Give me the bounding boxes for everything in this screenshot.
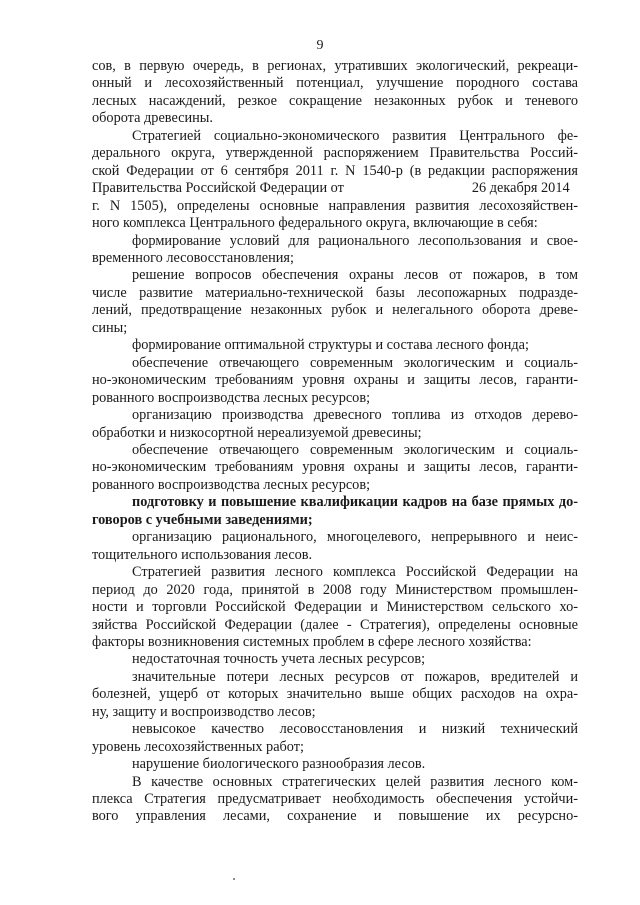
text-line: болезней, ущерб от которых значительно выше общих расходов на охра-: [92, 686, 578, 703]
page-number: 9: [316, 38, 324, 53]
text-line: значительные потери лесных ресурсов от пожаров, вредителей и: [132, 668, 578, 685]
text-line: В качестве основных стратегических целей развития лесного ком-: [132, 773, 578, 790]
text-line: зяйства Российской Федерации (далее - Стратегия), определены основные: [92, 616, 578, 633]
text-line: нарушение биологического разнообразия лесов.: [132, 756, 426, 773]
text-line: уровень лесохозяйственных работ;: [92, 738, 304, 755]
text-line: лений, предотвращение незаконных рубок и нелегального оборота древе-: [92, 302, 578, 319]
text-line: недостаточная точность учета лесных ресурсов;: [132, 651, 426, 668]
text-line: сины;: [92, 319, 128, 336]
text-line: онный и лесохозяйственный потенциал, улучшение породного состава: [92, 75, 578, 92]
text-line: формирование условий для рационального лесопользования и своe-: [132, 232, 578, 249]
text-line: период до 2020 года, принятой в 2008 году Министерством промышлен-: [92, 581, 578, 598]
text-line: решение вопросов обеспечения охраны лесов от пожаров, в том: [132, 267, 578, 284]
text-line: невысокое качество лесовосстановления и низкий технический: [132, 721, 578, 738]
text-line: числе развитие материально-технической базы лесопожарных подразде-: [92, 284, 578, 301]
text-line: временного лесовосстановления;: [92, 249, 294, 266]
text-line: лесных насаждений, резкое сокращение незаконных рубок и теневого: [92, 92, 578, 109]
text-line: дерального округа, утвержденной распоряжением Правительства Россий-: [92, 145, 578, 162]
text-line: ного комплекса Центрального федерального округа, включающие в себя:: [92, 215, 538, 232]
text-line: Стратегией социально-экономического развития Центрального фе-: [132, 127, 578, 144]
text-line: Стратегией развития лесного комплекса Российской Федерации на: [132, 564, 578, 581]
text-line: вого управления лесами, сохранение и повышение их ресурсно-: [92, 808, 578, 825]
text-line: но-экономическим требованиям уровня охраны и защиты лесов, гаранти-: [92, 372, 578, 389]
text-line: обработки и низкосортной нереализуемой древесины;: [92, 424, 422, 441]
scan-speck: [233, 878, 235, 880]
text-line: рованного воспроизводства лесных ресурсов;: [92, 476, 371, 493]
text-line: оборота древесины.: [92, 110, 213, 127]
text-line: ской Федерации от 6 сентября 2011 г. N 1540-р (в редакции распоряжения: [92, 162, 578, 179]
text-line: обеспечение отвечающего современным экологическим и социаль-: [132, 354, 578, 371]
text-line: подготовку и повышение квалификации кадров на базе прямых до-: [132, 494, 578, 511]
text-line: формирование оптимальной структуры и состава лесного фонда;: [132, 337, 529, 354]
text-line: сов, в первую очередь, в регионах, утративших экологический, рекреаци-: [92, 58, 578, 74]
document-body: [92, 58, 578, 826]
text-line: обеспечение отвечающего современным экологическим и социаль-: [132, 441, 578, 458]
text-fragment: 26 декабря 2014: [471, 180, 570, 197]
text-line: тощительного использования лесов.: [92, 546, 313, 563]
text-line: рованного воспроизводства лесных ресурсов;: [92, 389, 371, 406]
text-line: но-экономическим требованиям уровня охраны и защиты лесов, гаранти-: [92, 459, 578, 476]
text-line: организацию рационального, многоцелевого, непрерывного и неис-: [132, 529, 578, 546]
text-line: г. N 1505), определены основные направления развития лесохозяйствен-: [92, 197, 578, 214]
text-line: говоров с учебными заведениями;: [92, 511, 313, 528]
text-line: ну, защиту и воспроизводство лесов;: [92, 703, 316, 720]
text-line: плекса Стратегия предусматривает необходимость обеспечения устойчи-: [92, 791, 578, 808]
text-fragment: Правительства Российской Федерации от: [92, 180, 344, 197]
text-line: ности и торговли Российской Федерации и Министерством сельского хо-: [92, 599, 578, 616]
text-line: факторы возникновения системных проблем в сфере лесного хозяйства:: [92, 633, 532, 650]
text-line-split: [92, 180, 578, 197]
text-line: организацию производства древесного топлива из отходов дерево-: [132, 407, 578, 424]
